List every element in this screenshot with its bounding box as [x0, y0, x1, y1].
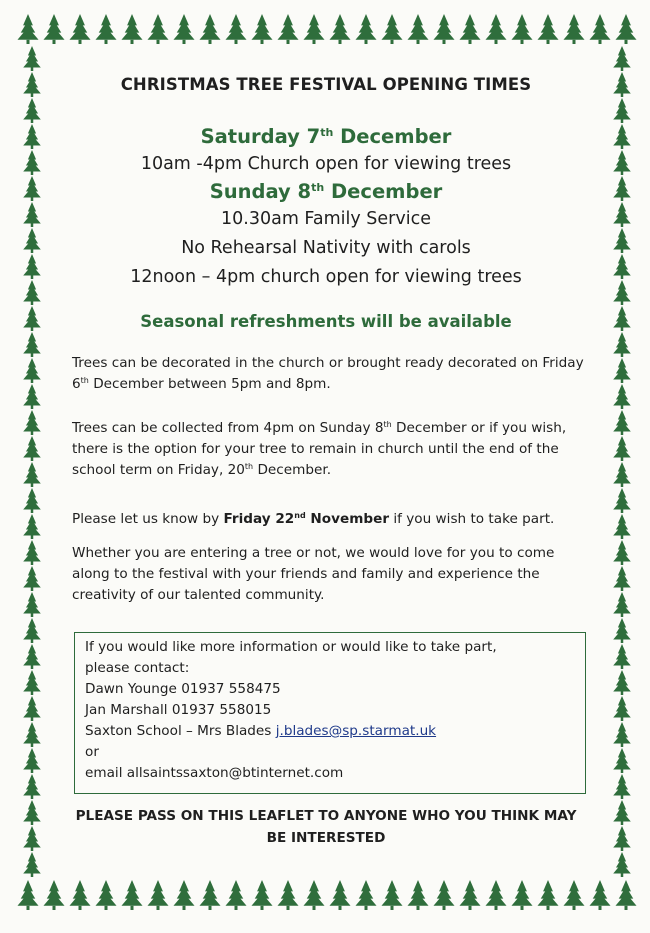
tree-border-top [6, 8, 646, 48]
sunday-item: No Rehearsal Nativity with carols [181, 238, 471, 258]
sunday-heading [60, 179, 592, 205]
contact-person: Dawn Younge 01937 558475 [85, 681, 281, 697]
christmas-tree-icon [23, 384, 41, 409]
christmas-tree-icon [613, 46, 631, 71]
contact-email: email allsaintssaxton@btinternet.com [85, 765, 344, 781]
deadline-month: November [305, 511, 390, 527]
sunday-month: December [324, 180, 443, 203]
christmas-tree-icon [121, 14, 142, 44]
christmas-tree-icon [613, 384, 631, 409]
christmas-tree-icon [23, 566, 41, 591]
decorate-text-b: December between 5pm and 8pm. [88, 376, 331, 392]
contact-intro-2: please contact: [85, 660, 190, 676]
christmas-tree-icon [23, 826, 41, 851]
christmas-tree-icon [381, 880, 402, 910]
christmas-tree-icon [355, 880, 376, 910]
christmas-tree-icon [225, 880, 246, 910]
christmas-tree-icon [563, 14, 584, 44]
christmas-tree-icon [23, 228, 41, 253]
christmas-tree-icon [23, 670, 41, 695]
christmas-tree-icon [407, 880, 428, 910]
christmas-tree-icon [613, 358, 631, 383]
sunday-item: 10.30am Family Service [221, 209, 431, 229]
christmas-tree-icon [23, 592, 41, 617]
christmas-tree-icon [537, 880, 558, 910]
christmas-tree-icon [613, 592, 631, 617]
christmas-tree-icon [329, 880, 350, 910]
deadline-sup: nd [294, 511, 306, 520]
christmas-tree-icon [613, 306, 631, 331]
christmas-tree-icon [23, 696, 41, 721]
christmas-tree-icon [433, 14, 454, 44]
christmas-tree-icon [537, 14, 558, 44]
christmas-tree-icon [613, 228, 631, 253]
saturday-day: Saturday 7 [200, 125, 321, 148]
christmas-tree-icon [43, 880, 64, 910]
christmas-tree-icon [459, 14, 480, 44]
christmas-tree-icon [147, 14, 168, 44]
christmas-tree-icon [613, 124, 631, 149]
contact-school [85, 721, 575, 742]
footer-notice [60, 805, 592, 849]
christmas-tree-icon [613, 332, 631, 357]
christmas-tree-icon [23, 644, 41, 669]
christmas-tree-icon [613, 618, 631, 643]
footer-line-2: BE INTERESTED [266, 830, 386, 846]
christmas-tree-icon [381, 14, 402, 44]
christmas-tree-icon [277, 14, 298, 44]
christmas-tree-icon [43, 14, 64, 44]
christmas-tree-icon [613, 774, 631, 799]
christmas-tree-icon [95, 880, 116, 910]
collect-sup: th [383, 420, 392, 429]
christmas-tree-icon [23, 722, 41, 747]
christmas-tree-icon [23, 800, 41, 825]
sunday-suffix: th [311, 181, 325, 194]
contact-box [74, 632, 586, 794]
christmas-tree-icon [23, 280, 41, 305]
saturday-suffix: th [320, 126, 334, 139]
christmas-tree-icon [17, 14, 38, 44]
contact-intro: If you would like more information or would like to take part, [85, 639, 497, 655]
deadline-date: Friday 22 [223, 511, 295, 527]
invite-paragraph: Whether you are entering a tree or not, we would love for you to come along to the festival with your friends and family and experience the creativity of our talented community. [72, 545, 555, 603]
decorate-sup: th [80, 376, 89, 385]
saturday-item: 10am -4pm Church open for viewing trees [140, 154, 512, 174]
christmas-tree-icon [613, 748, 631, 773]
christmas-tree-icon [303, 14, 324, 44]
christmas-tree-icon [147, 880, 168, 910]
christmas-tree-icon [23, 748, 41, 773]
refreshments-notice: Seasonal refreshments will be available [140, 312, 512, 331]
christmas-tree-icon [23, 98, 41, 123]
christmas-tree-icon [69, 880, 90, 910]
christmas-tree-icon [23, 410, 41, 435]
christmas-tree-icon [613, 696, 631, 721]
christmas-tree-icon [95, 14, 116, 44]
christmas-tree-icon [23, 774, 41, 799]
christmas-tree-icon [23, 306, 41, 331]
christmas-tree-icon [613, 436, 631, 461]
christmas-tree-icon [199, 14, 220, 44]
leaflet-content [60, 60, 592, 860]
christmas-tree-icon [23, 150, 41, 175]
christmas-tree-icon [613, 488, 631, 513]
christmas-tree-icon [23, 618, 41, 643]
deadline-paragraph [72, 509, 592, 530]
page-title: CHRISTMAS TREE FESTIVAL OPENING TIMES [120, 75, 532, 94]
christmas-tree-icon [303, 880, 324, 910]
christmas-tree-icon [613, 462, 631, 487]
tree-border-bottom [6, 876, 646, 916]
collect-text-a: Trees can be collected from 4pm on Sunday 8 [72, 420, 384, 436]
christmas-tree-icon [225, 14, 246, 44]
christmas-tree-icon [589, 14, 610, 44]
footer-line-1: PLEASE PASS ON THIS LEAFLET TO ANYONE WHO YOU THINK MAY [75, 808, 577, 824]
sunday-day: Sunday 8 [209, 180, 312, 203]
christmas-tree-icon [69, 14, 90, 44]
christmas-tree-icon [613, 722, 631, 747]
christmas-tree-icon [511, 14, 532, 44]
collect-text-c: December. [253, 462, 332, 478]
christmas-tree-icon [173, 880, 194, 910]
christmas-tree-icon [615, 880, 636, 910]
christmas-tree-icon [277, 880, 298, 910]
christmas-tree-icon [23, 124, 41, 149]
christmas-tree-icon [23, 462, 41, 487]
saturday-month: December [333, 125, 452, 148]
christmas-tree-icon [613, 800, 631, 825]
christmas-tree-icon [485, 14, 506, 44]
contact-person: Jan Marshall 01937 558015 [85, 702, 272, 718]
christmas-tree-icon [589, 880, 610, 910]
christmas-tree-icon [615, 14, 636, 44]
christmas-tree-icon [251, 880, 272, 910]
christmas-tree-icon [613, 514, 631, 539]
christmas-tree-icon [251, 14, 272, 44]
christmas-tree-icon [199, 880, 220, 910]
deadline-text-a: Please let us know by [72, 511, 224, 527]
collect-text-b: December or if you wish, there is the option for your tree to remain in church until the end of the school term on Friday, 20 [72, 420, 567, 478]
decorate-text-a: Trees can be decorated in the church or brought ready decorated on Friday 6 [72, 355, 584, 392]
tree-border-left [14, 44, 50, 880]
christmas-tree-icon [407, 14, 428, 44]
christmas-tree-icon [23, 72, 41, 97]
decorate-paragraph [72, 353, 592, 395]
christmas-tree-icon [613, 98, 631, 123]
christmas-tree-icon [23, 540, 41, 565]
christmas-tree-icon [485, 880, 506, 910]
christmas-tree-icon [23, 176, 41, 201]
christmas-tree-icon [23, 46, 41, 71]
christmas-tree-icon [613, 280, 631, 305]
christmas-tree-icon [23, 358, 41, 383]
christmas-tree-icon [613, 150, 631, 175]
christmas-tree-icon [433, 880, 454, 910]
tree-border-right [604, 44, 640, 880]
school-email-link[interactable]: j.blades@sp.starmat.uk [275, 723, 437, 739]
christmas-tree-icon [23, 488, 41, 513]
christmas-tree-icon [23, 436, 41, 461]
collect-paragraph [72, 418, 592, 481]
christmas-tree-icon [23, 332, 41, 357]
christmas-tree-icon [613, 566, 631, 591]
christmas-tree-icon [23, 514, 41, 539]
christmas-tree-icon [355, 14, 376, 44]
christmas-tree-icon [613, 410, 631, 435]
school-label: Saxton School – Mrs Blades [85, 723, 276, 739]
christmas-tree-icon [173, 14, 194, 44]
christmas-tree-icon [329, 14, 350, 44]
christmas-tree-icon [613, 202, 631, 227]
christmas-tree-icon [613, 540, 631, 565]
christmas-tree-icon [17, 880, 38, 910]
christmas-tree-icon [613, 644, 631, 669]
saturday-heading [60, 124, 592, 150]
christmas-tree-icon [511, 880, 532, 910]
christmas-tree-icon [23, 254, 41, 279]
christmas-tree-icon [23, 202, 41, 227]
sunday-item: 12noon – 4pm church open for viewing trees [130, 267, 522, 287]
deadline-text-b: if you wish to take part. [389, 511, 555, 527]
opening-schedule [60, 124, 592, 292]
christmas-tree-icon [613, 72, 631, 97]
christmas-tree-icon [459, 880, 480, 910]
contact-or: or [85, 744, 99, 760]
christmas-tree-icon [563, 880, 584, 910]
christmas-tree-icon [613, 254, 631, 279]
christmas-tree-icon [23, 852, 41, 877]
collect-sup2: th [244, 462, 254, 471]
christmas-tree-icon [121, 880, 142, 910]
christmas-tree-icon [613, 670, 631, 695]
christmas-tree-icon [613, 176, 631, 201]
christmas-tree-icon [613, 852, 631, 877]
christmas-tree-icon [613, 826, 631, 851]
